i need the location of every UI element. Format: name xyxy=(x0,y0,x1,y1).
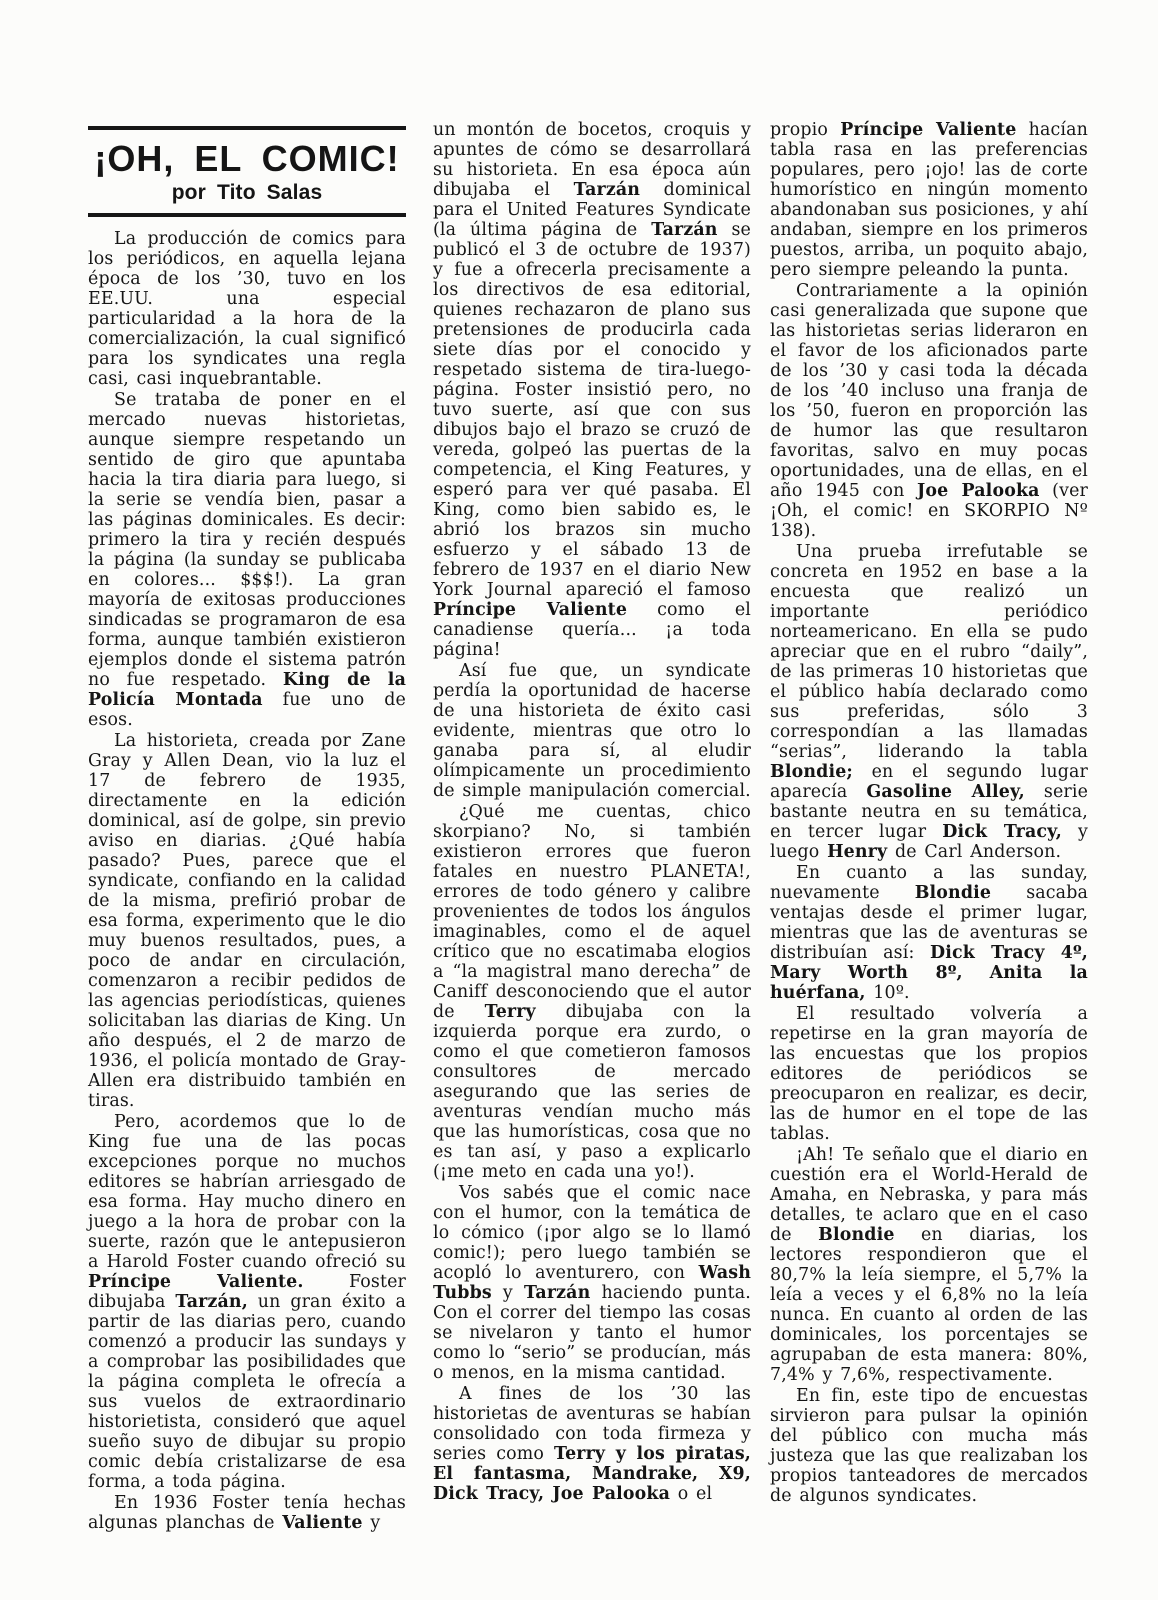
body-text: en diarias, los lectores respondieron que el 80,7% la leía siempre, el 5,7% la leía a veces y el 6,8% no la leía nunca. En cuanto al orden de las dominicales, los porcentajes se agrupaban de esta manera: 80%, 7,4% y 7,6%, respectivamente. xyxy=(770,1225,1088,1385)
emphasized-series-name: Joe Palooka xyxy=(917,481,1040,501)
paragraph xyxy=(88,390,406,730)
body-text: En cuanto a las sunday, nuevamente xyxy=(770,863,1088,903)
body-text: En 1936 Foster tenía hechas algunas planchas de xyxy=(88,1493,406,1533)
paragraph xyxy=(433,802,751,1182)
emphasized-series-name: Tarzán xyxy=(651,220,718,240)
body-text: de Carl Anderson. xyxy=(887,842,1062,862)
body-text: un gran éxito a partir de las diarias pero, cuando comenzó a producir las sundays y a comprobar las posibilidades que la página completa le ofrecía a sus vuelos de extraordinario historietista, consideró que aquel sueño suyo de dibujar su propio comic debía cristalizarse de esa forma, a toda página. xyxy=(88,1292,406,1492)
body-text: y xyxy=(491,1283,524,1303)
emphasized-series-name: Gasoline Alley, xyxy=(866,782,1025,802)
body-text: El resultado volvería a repetirse en la gran mayoría de las encuestas que los propios editores de periódicos se preocuparon en realizar, es decir, las de humor en el tope de las tablas. xyxy=(770,1004,1088,1144)
body-text: haciendo punta. Con el correr del tiempo las cosas se nivelaron y tanto el humor como lo “serio” se producían, más o menos, en la misma cantidad. xyxy=(433,1283,751,1383)
header-top-rule xyxy=(88,126,406,130)
paragraph xyxy=(433,661,751,801)
paragraph xyxy=(88,1493,406,1533)
paragraph xyxy=(88,1112,406,1492)
emphasized-series-name: Tarzán xyxy=(573,180,641,200)
body-text: dibujaba con la izquierda porque era zurdo, o como el que cometieron famosos consultores de mercado asegurando que las series de aventuras vendían mucho más que las humorísticas, cosa que no es tan así, y paso a explicarlo (¡me meto en cada una yo!). xyxy=(433,1002,751,1182)
paragraph xyxy=(770,1004,1088,1144)
body-text: Vos sabés que el comic nace con el humor, con la temática de lo cómico (¡por algo se lo llamó comic!); pero luego también se acopló lo aventurero, con xyxy=(433,1183,751,1283)
body-text: La producción de comics para los periódicos, en aquella lejana época de los ’30, tuvo en los EE.UU. una especial particularidad a la hora de la comercialización, la cual significó para los syndicates una regla casi, casi inquebrantable. xyxy=(88,229,406,389)
emphasized-series-name: Príncipe Valiente. xyxy=(88,1272,304,1292)
emphasized-series-name: Anita la huérfana, xyxy=(770,963,1088,1003)
paragraph xyxy=(433,120,751,660)
column-3 xyxy=(770,120,1088,1507)
body-text: un montón de bocetos, croquis y apuntes de cómo se desarrollará su historieta. En esa época aún dibujaba el xyxy=(433,120,751,200)
column-3-body xyxy=(770,120,1088,1506)
emphasized-series-name: Valiente xyxy=(282,1513,363,1533)
body-text: fue uno de esos. xyxy=(88,690,406,730)
body-text: Se trataba de poner en el mercado nuevas historietas, aunque siempre respetando un sentido de giro que apuntaba hacia la tira diaria para luego, si la serie se vendía bien, pasar a las páginas dominicales. Es decir: primero la tira y recién después la página (la sunday se publicaba en colores... $$$!). La gran mayoría de exitosas producciones sindicadas se programaron de esa forma, aunque también existieron ejemplos donde el sistema patrón no fue respetado. xyxy=(88,390,406,690)
emphasized-series-name: Mary Worth 8º, xyxy=(770,963,963,983)
body-text: Foster dibujaba xyxy=(88,1272,406,1312)
body-text: ¡Ah! Te señalo que el diario en cuestión era el World-Herald de Amaha, en Nebraska, y para más detalles, te aclaro que en el caso de xyxy=(770,1145,1088,1245)
body-text: (ver ¡Oh, el comic! en SKORPIO Nº 138). xyxy=(770,481,1088,541)
emphasized-series-name: Blondie; xyxy=(770,762,853,782)
column-1 xyxy=(88,118,406,1534)
paragraph xyxy=(770,1145,1088,1385)
paragraph xyxy=(770,1386,1088,1506)
column-1-body xyxy=(88,229,406,1533)
body-text: serie bastante neutra en su temática, en tercer lugar xyxy=(770,782,1089,842)
paragraph xyxy=(433,1384,751,1504)
header-bottom-rule xyxy=(88,213,406,217)
body-text xyxy=(963,963,990,983)
emphasized-series-name: Príncipe Valiente xyxy=(433,600,628,620)
body-text: en el segundo lugar aparecía xyxy=(770,762,1088,802)
emphasized-series-name: Tarzán xyxy=(523,1283,591,1303)
emphasized-series-name: Dick Tracy, xyxy=(942,822,1062,842)
emphasized-series-name: King de la Policía Montada xyxy=(88,670,406,710)
emphasized-series-name: Terry xyxy=(484,1002,536,1022)
emphasized-series-name: Príncipe Valiente xyxy=(840,120,1017,140)
body-text: propio xyxy=(770,120,841,140)
emphasized-series-name: Henry xyxy=(827,842,888,862)
paragraph xyxy=(433,1183,751,1383)
body-text: La historieta, creada por Zane Gray y Allen Dean, vio la luz el 17 de febrero de 1935, directamente en la edición dominical, así de golpe, sin previo aviso en diarias. ¿Qué había pasado? Pues, parece que el syndicate, confiando en la calidad de la misma, prefirió probar de esa forma, experimento que le dio muy buenos resultados, pues, a poco de andar en circulación, comenzaron a recibir pedidos de las agencias periodísticas, quienes solicitaban las diarias de King. Un año después, el 2 de marzo de 1936, el policía montado de Gray-Allen era distribuido también en tiras. xyxy=(88,731,406,1111)
paragraph xyxy=(770,863,1088,1003)
paragraph xyxy=(88,229,406,389)
body-text: sacaba ventajas desde el primer lugar, mientras que las de aventuras se distribuían así: xyxy=(770,883,1088,963)
emphasized-series-name: Dick Tracy 4º, xyxy=(930,943,1089,963)
column-2 xyxy=(433,120,751,1505)
paragraph xyxy=(770,542,1088,862)
article-byline: por Tito Salas xyxy=(171,181,323,204)
body-text: Así fue que, un syndicate perdía la oportunidad de hacerse de una historieta de éxito casi evidente, mientras que otro lo ganaba para sí, al eludir olímpicamente un procedimiento de simple manipulación comercial. xyxy=(433,661,751,801)
paragraph xyxy=(770,120,1088,280)
emphasized-series-name: Tarzán, xyxy=(175,1292,248,1312)
body-text: y luego xyxy=(770,822,1088,862)
body-text: Contrariamente a la opinión casi generalizada que supone que las historietas serias lideraron en el favor de los aficionados parte de los ’30 y casi toda la década de los ’40 incluso una franja de los ’50, fueron en proporción las de humor las que resultaron favoritas, salvo en muy pocas oportunidades, una de ellas, en el año 1945 con xyxy=(770,281,1088,501)
body-text: hacían tabla rasa en las preferencias populares, pero ¡ojo! las de corte humorístico en ningún momento abandonaban sus posiciones, y ahí andaban, siempre en los primeros puestos, arriba, un poquito abajo, pero siempre peleando la punta. xyxy=(770,120,1088,280)
body-text: o el xyxy=(670,1484,713,1504)
body-text: En fin, este tipo de encuestas sirvieron para pulsar la opinión del público con mucha más justeza que las que realizaban los propios tanteadores de mercados de algunos syndicates. xyxy=(770,1386,1088,1506)
emphasized-series-name: Blondie xyxy=(818,1225,895,1245)
body-text: 10º. xyxy=(865,983,910,1003)
paragraph xyxy=(88,731,406,1111)
body-text: A fines de los ’30 las historietas de aventuras se habían consolidado con toda firmeza y series como xyxy=(433,1384,751,1464)
column-2-body xyxy=(433,120,751,1504)
body-text: ¿Qué me cuentas, chico skorpiano? No, si también existieron errores que fueron fatales en nuestro PLANETA!, errores de todo género y calibre provenientes de todos los ángulos imaginables, como el de aquel crítico que no escatimaba elogios a “la magistral mano derecha” de Caniff desconociendo que el autor de xyxy=(433,802,751,1022)
article-header xyxy=(88,126,406,217)
body-text: se publicó el 3 de octubre de 1937) y fue a ofrecerla precisamente a los directivos de esa editorial, quienes rechazaron de plano sus pretensiones de producirla cada siete días por el conocido y respetado sistema de tira-luego-página. Foster insistió pero, no tuvo suerte, así que con sus dibujos bajo el brazo se cruzó de vereda, golpeó las puertas de la competencia, el King Features, y esperó para ver qué pasaba. El King, como bien sabido es, le abrió los brazos sin mucho esfuerzo y el sábado 13 de febrero de 1937 en el diario New York Journal apareció el famoso xyxy=(433,220,751,600)
body-text: dominical para el United Features Syndicate (la última página de xyxy=(433,180,752,240)
article-title: ¡OH, EL COMIC! xyxy=(94,138,400,179)
body-text: Una prueba irrefutable se concreta en 1952 en base a la encuesta que realizó un importante periódico norteamericano. En ella se pudo apreciar que en el rubro “daily”, de las primeras 10 historietas que el público había declarado como sus preferidas, sólo 3 correspondían a las llamadas “serias”, liderando la tabla xyxy=(770,542,1088,762)
paragraph xyxy=(770,281,1088,541)
emphasized-series-name: Wash Tubbs xyxy=(433,1263,751,1303)
emphasized-series-name: Blondie xyxy=(914,883,992,903)
emphasized-series-name: Terry y los piratas, El fantasma, Mandrake, X9, Dick Tracy, Joe Palooka xyxy=(433,1444,751,1504)
body-text: Pero, acordemos que lo de King fue una de las pocas excepciones porque no muchos editores se habrían arriesgado de esa forma. Hay mucho dinero en juego a la hora de probar con la suerte, razón que le antepusieron a Harold Foster cuando ofreció su xyxy=(88,1112,406,1272)
body-text: y xyxy=(362,1513,381,1533)
body-text: como el canadiense quería... ¡a toda página! xyxy=(433,600,752,660)
